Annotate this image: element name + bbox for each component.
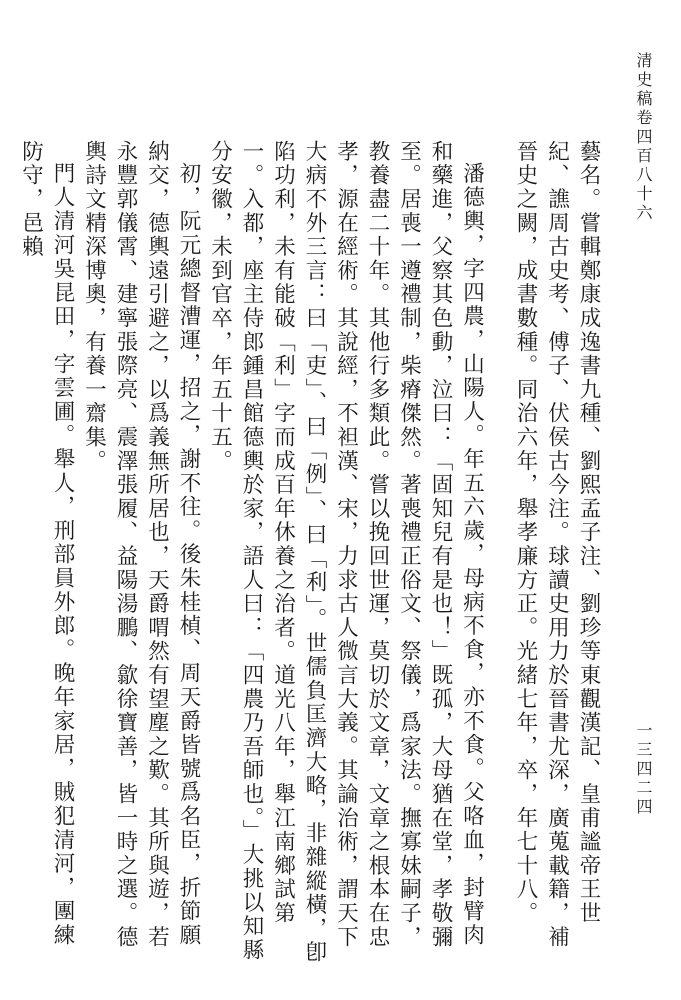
paragraph-continuation: 藝名。嘗輯鄭康成逸書九種、劉熙孟子注、劉珍等東觀漢記、皇甫謐帝王世紀、譙周古史考、傅子、伏侯古今注。球讀史用力於晉書尤深，廣蒐載籍，補晉史之闕，成書數種。同治六年，舉孝廉方正。光緒七年，卒，年七十八。 bbox=[513, 140, 601, 950]
main-text-block bbox=[18, 140, 604, 970]
paragraph-pan-deyu-associates: 初，阮元總督漕運，招之，謝不往。後朱桂楨、周天爵皆號爲名臣，折節願納交，德輿遠引避之，以爲義無所居也，天爵喟然有望塵之歎。其所與遊，若永豐郭儀霄、建寧張際亮、震澤張履、益陽湯鵬、歙徐寶善，皆一時之選。德輿詩文精深博奧，有養一齋集。 bbox=[81, 140, 201, 950]
paragraph-wu-kuntian: 門人清河吳昆田，字雲圃。舉人，刑部員外郎。晚年家居，賊犯清河，團練防守，邑賴 bbox=[18, 140, 75, 947]
paragraph-pan-deyu-biography: 潘德輿，字四農，山陽人。年五六歲，母病不食，亦不食。父咯血，封臂肉和藥進，父察其色動，泣曰：「固知兒有是也！」既孤，大母猶在堂，孝敬彌至。居喪一遵禮制，柴瘠傑然。著喪禮正俗文、祭儀，爲家法。撫寡妹嗣子，教養盡二十年。其他行多類此。嘗以挽回世運，莫切於文章，文章之根本在忠孝，源在經術。其說經，不袒漢、宋，力求古人微言大義。其論治術，謂天下大病不外三言：曰「吏」、曰「例」、曰「利」。世儒負匡濟大略，非雜縱橫，卽陷功利，未有能破「利」字而成百年休養之治者。道光八年，舉江南鄉試第一。入都，座主侍郎鍾昌館德輿於家，語人曰：「四農乃吾師也。」大挑以知縣分安徽，未到官卒，年五十五。 bbox=[207, 140, 485, 965]
running-header: 清史稿卷四百八十六 bbox=[634, 52, 653, 223]
page-number: 一三四二四 bbox=[634, 722, 653, 817]
